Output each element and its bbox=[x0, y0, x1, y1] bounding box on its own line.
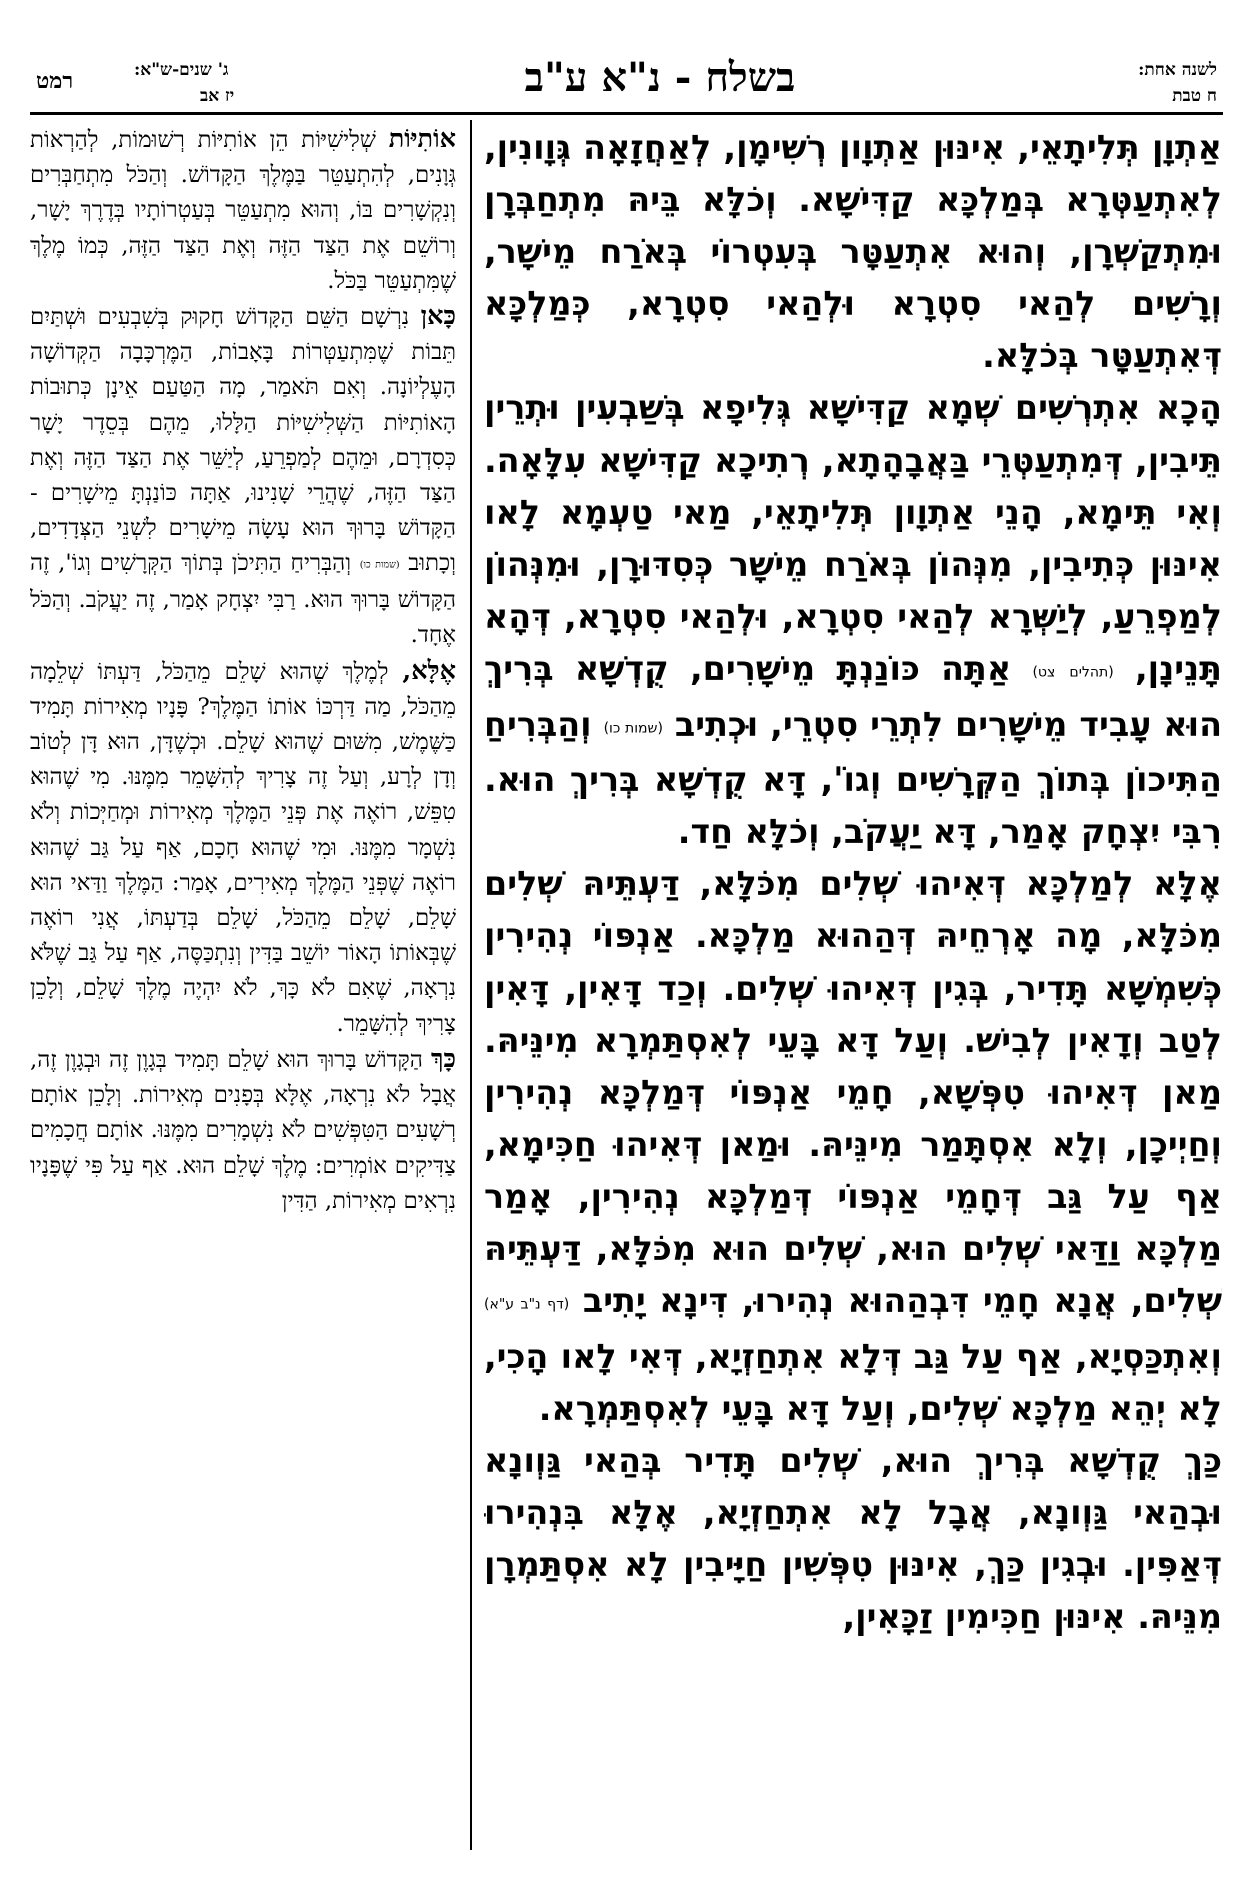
paragraph-text: וְאִתְכַּסְיָא, אַף עַל גַּב דְּלָא אִתְחַזְיָא, דְּאִי לָאו הָכִי, לָא יְהֵא מַלְכָּא שְׁלִים, וְעַל דָּא בָּעֵי לְאִסְתַּמְרָא. bbox=[484, 1336, 1222, 1428]
paragraph-text: תְּלִיתָאֵי, אִינּוּן אַתְוָון רְשִׁימָן, לְאַחֲזָאָה גְּוָונִין, לְאִתְעַטְּרָא בְּמַלְכָּא קַדִּישָׁא. וְכֹלָּא בֵּיהּ מִתְחַבְּרָן וּמִתְקַשְׁרָן, וְהוּא אִתְעַטָּר בְּעִטְרוֹי בְּאֹרַח מֵישָׁר, וְרָשִׁים לְהַאי סִטְרָא וּלְהַאי סִטְרָא, כְּמַלְכָּא דְּאִתְעַטָּר בְּכֹלָּא. bbox=[484, 128, 1222, 376]
source-reference: (שמות כו) bbox=[359, 560, 400, 572]
paragraph-lead-word: הָכָא bbox=[1155, 388, 1222, 428]
paragraph-lead-word: אַתְוָן bbox=[1151, 128, 1222, 167]
page-number: רמט bbox=[36, 68, 74, 94]
translation-paragraph bbox=[30, 122, 456, 299]
paragraph-text: וְהַבְּרִיחַ הַתִּיכוֹן בְּתוֹךְ הַקְּרָשִׁים וְגוֹ', דָּא קֻדְשָׁא בְּרִיךְ הוּא. רִבִּי יִצְחָק אָמַר, דָּא יַעֲקֹב, וְכֹלָּא חַד. bbox=[484, 704, 1222, 852]
one-year-schedule-date: ח טבת bbox=[1172, 86, 1217, 106]
paragraph-lead-word: אֶלָּא, bbox=[402, 655, 456, 686]
translation-paragraph bbox=[30, 299, 456, 654]
paragraph-lead-word: אוֹתִיּוֹת bbox=[388, 124, 456, 154]
main-paragraph bbox=[484, 1435, 1222, 1643]
paragraph-text: נִרְשָׁם הַשֵּׁם הַקָּדוֹשׁ חָקוּק בְּשִׁבְעִים וּשְׁתַּיִם תֵּבוֹת שֶׁמִּתְעַטְּרוֹת בָּאָבוֹת, הַמֶּרְכָּבָה הַקְּדוֹשָׁה הָעֶלְיוֹנָה. וְאִם תֹּאמַר, מָה הַטַּעַם אֵינָן כְּתוּבוֹת הָאוֹתִיּוֹת הַשְּׁלִישִׁיּוֹת הַלָּלוּ, מֵהֶם בְּסֵדֶר יָשָׁר כְּסִדְרָם, וּמֵהֶם לְמַפְרֵעַ, לְיַשֵּׁר אֶת הַצַּד הַזֶּה וְאֶת הַצַּד הַזֶּה, שֶׁהֲרֵי שָׁנִינוּ, אַתָּה כּוֹנַנְתָּ מֵישָׁרִים - הַקָּדוֹשׁ בָּרוּךְ הוּא עָשָׂה מֵישָׁרִים לִשְׁנֵי הַצְּדָדִים, וְכָתוּב bbox=[30, 304, 456, 577]
running-header bbox=[0, 0, 1253, 110]
column-divider bbox=[470, 120, 472, 1850]
paragraph-text: אִתְרְשִׁים שְׁמָא קַדִּישָׁא גְּלִיפָא בְּשַׁבְעִין וּתְרֵין תֵּיבִין, דְּמִתְעַטְּרֵי בַּאֲבָהָתָא, רְתִיכָא קַדִּישָׁא עִלָּאָה. וְאִי תֵּימָא, הָנֵי אַתְוָון תְּלִיתָאֵי, מַאי טַעְמָא לָאו אִינּוּן כְּתִיבִין, מִנְּהוֹן בְּאֹרַח מֵישָׁר כְּסִדּוּרָן, וּמִנְּהוֹן לְמַפְרֵעַ, לְיַשְּׁרָא לְהַאי סִטְרָא, וּלְהַאי סִטְרָא, דְּהָא תָּנֵינָן, bbox=[484, 388, 1222, 688]
source-reference: (דף נ"ב ע"א) bbox=[484, 1296, 570, 1313]
main-paragraph bbox=[484, 382, 1222, 858]
translation-paragraph bbox=[30, 654, 456, 1042]
translation-paragraph bbox=[30, 1042, 456, 1219]
paragraph-text: וְהַבְּרִיחַ הַתִּיכֹן בְּתוֹךְ הַקְּרָשִׁים וְגוֹ', זֶה הַקָּדוֹשׁ בָּרוּךְ הוּא. רַבִּי יִצְחָק אָמַר, זֶה יַעֲקֹב. וְהַכֹּל אֶחָד. bbox=[30, 550, 456, 649]
main-paragraph bbox=[484, 858, 1222, 1435]
paragraph-lead-word: כַּךְ bbox=[1183, 1440, 1222, 1480]
three-year-schedule-label: ג' שנים-ש"א: bbox=[134, 60, 229, 80]
paragraph-text: לְמֶלֶךְ שֶׁהוּא שָׁלֵם מֵהַכֹּל, דַּעְתּוֹ שְׁלֵמָה מֵהַכֹּל, מַה דַּרְכּוֹ אוֹתוֹ הַמֶּלֶךְ? פָּנָיו מְאִירוֹת תָּמִיד כַּשֶּׁמֶשׁ, מִשּׁוּם שֶׁהוּא שָׁלֵם. וּכְשֶׁדָּן, הוּא דָּן לְטוֹב וְדָן לְרָע, וְעַל זֶה צָרִיךְ לְהִשָּׁמֵר מִמֶּנּוּ. מִי שֶׁהוּא טִפֵּשׁ, רוֹאֶה אֶת פְּנֵי הַמֶּלֶךְ מְאִירוֹת וּמְחַיְּכוֹת וְלֹא נִשְׁמָר מִמֶּנּוּ. וּמִי שֶׁהוּא חָכָם, אַף עַל גַּב שֶׁהוּא רוֹאֶה שֶׁפְּנֵי הַמֶּלֶךְ מְאִירִים, אָמַר: הַמֶּלֶךְ וַדַּאי הוּא שָׁלֵם, שָׁלֵם מֵהַכֹּל, שָׁלֵם בְּדַעְתּוֹ, אֲנִי רוֹאֶה שֶׁבְּאוֹתוֹ הָאוֹר יוֹשֵׁב בַּדִּין וְנִתְכַּסֶּה, אַף עַל גַּב שֶׁלֹּא נִרְאָה, שֶׁאִם לֹא כָּךְ, לֹא יִהְיֶה מֶלֶךְ שָׁלֵם, וְלָכֵן צָרִיךְ לְהִשָּׁמֵר. bbox=[30, 658, 456, 1037]
page-title: בשלח - נ"א ע"ב bbox=[524, 54, 796, 101]
source-reference: (תהלים צט) bbox=[1032, 664, 1114, 681]
paragraph-lead-word: אֶלָּא bbox=[1153, 864, 1222, 904]
paragraph-text: שְׁלִישִׁיּוֹת הֵן אוֹתִיּוֹת רְשׁוּמוֹת, לְהַרְאוֹת גְּוָנִים, לְהִתְעַטֵּר בַּמֶּלֶךְ הַקָּדוֹשׁ. וְהַכֹּל מִתְחַבְּרִים וְנִקְשָׁרִים בּוֹ, וְהוּא מִתְעַטֵּר בְּעַטְרוֹתָיו בְּדֶרֶךְ יָשָׁר, וְרוֹשֵׁם אֶת הַצַּד הַזֶּה וְאֶת הַצַּד הַזֶּה, כְּמוֹ מֶלֶךְ שֶׁמִּתְעַטֵּר בַּכֹּל. bbox=[30, 127, 456, 294]
main-text-column bbox=[484, 122, 1222, 1862]
paragraph-lead-word: כָּךְ bbox=[430, 1043, 456, 1074]
paragraph-text: לְמַלְכָּא דְּאִיהוּ שְׁלִים מִכֹּלָּא, דַּעְתֵּיהּ שְׁלִים מִכֹּלָּא, מָה אָרְחֵיהּ דְּהַהוּא מַלְכָּא. אַנְפּוֹי נְהִירִין כְּשִׁמְשָׁא תָּדִיר, בְּגִין דְּאִיהוּ שְׁלִים. וְכַד דָּאִין, דָּאִין לְטַב וְדָאִין לְבִישׁ. וְעַל דָּא בָּעֵי לְאִסְתַּמְרָא מִינֵּיהּ. מַאן דְּאִיהוּ טִפְּשָׁא, חָמֵי אַנְפּוֹי דְּמַלְכָּא נְהִירִין וְחַיְיכָן, וְלָא אִסְתָּמַר מִינֵּיהּ. וּמַאן דְּאִיהוּ חַכִּימָא, אַף עַל גַּב דְּחָמֵי אַנְפּוֹי דְּמַלְכָּא נְהִירִין, אָמַר מַלְכָּא וַדַּאי שְׁלִים הוּא, שְׁלִים הוּא מִכֹּלָּא, דַּעְתֵּיהּ שְׁלִים, אֲנָא חָמֵי דִּבְהַהוּא נְהִירוּ, דִּינָא יָתִיב bbox=[484, 864, 1222, 1321]
header-rule bbox=[30, 112, 1223, 115]
translation-column bbox=[30, 122, 456, 1862]
three-year-schedule-date: יז אב bbox=[200, 86, 235, 106]
paragraph-lead-word: כָּאן bbox=[420, 301, 456, 332]
paragraph-text: אַתָּה כּוֹנַנְתָּ מֵישָׁרִים, קֻדְשָׁא בְּרִיךְ הוּא עָבִיד מֵישָׁרִים לִתְרֵי סִטְרֵי, וּכְתִיב bbox=[484, 648, 1222, 744]
paragraph-text: הַקָּדוֹשׁ בָּרוּךְ הוּא שָׁלֵם תָּמִיד בְּגָוֶן זֶה וּבְגָוֶן זֶה, אֲבָל לֹא נִרְאָה, אֶלָּא בְּפָנִים מְאִירוֹת. וְלָכֵן אוֹתָם רְשָׁעִים הַטִּפְּשִׁים לֹא נִשְׁמָרִים מִמֶּנּוּ. אוֹתָם חֲכָמִים צַדִּיקִים אוֹמְרִים: מֶלֶךְ שָׁלֵם הוּא. אַף עַל פִּי שֶׁפָּנָיו נִרְאִים מְאִירוֹת, הַדִּין bbox=[30, 1046, 456, 1214]
main-paragraph bbox=[484, 122, 1222, 382]
paragraph-text: קֻדְשָׁא בְּרִיךְ הוּא, שְׁלִים תָּדִיר בְּהַאי גַּוְונָא וּבְהַאי גַּוְונָא, אֲבָל לָא אִתְחַזְיָא, אֶלָּא בִּנְהִירוּ דְּאַפִּין. וּבְגִין כַּךְ, אִינּוּן טִפְּשִׁין חַיָּיבִין לָא אִסְתַּמְרָן מִנֵּיהּ. אִינּוּן חַכִּימִין זַכָּאִין, bbox=[484, 1440, 1222, 1637]
source-reference: (שמות כו) bbox=[603, 720, 663, 737]
one-year-schedule-label: לשנה אחת: bbox=[1138, 60, 1217, 80]
